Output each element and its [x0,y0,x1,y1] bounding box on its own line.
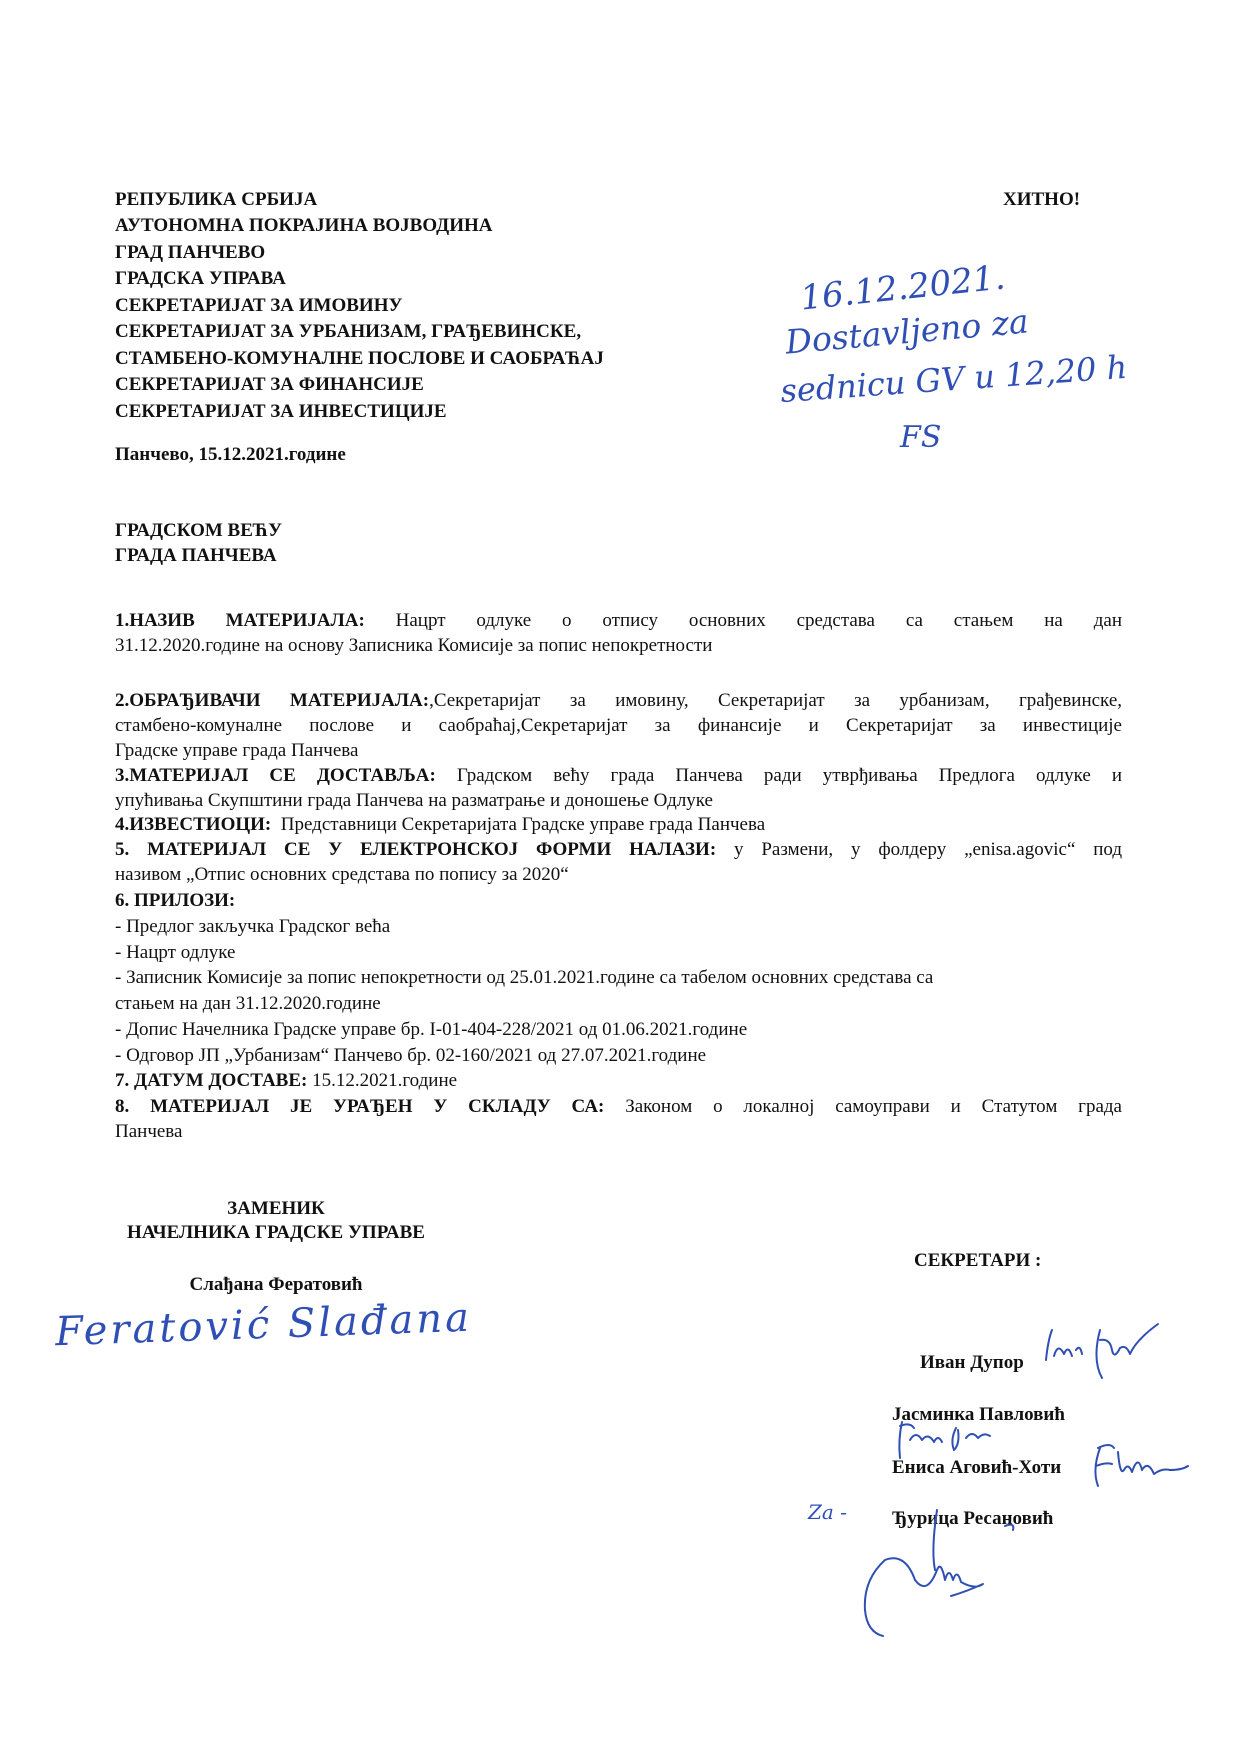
secretary-signature [1040,1320,1160,1380]
secretaries-title: СЕКРЕТАРИ : [914,1250,1042,1271]
section-text: Нацрт одлуке о отпису основних средстава са стањем на дан [395,610,1123,631]
handwritten-line: sednicu GV u 12,20 h [779,347,1129,411]
header-line: ГРАД ПАНЧЕВО [115,242,266,263]
attachment-item: стањем на дан 31.12.2020.године [115,993,381,1014]
attachment-item: - Нацрт одлуке [115,942,236,963]
section-1 [115,610,1122,632]
attachment-item: - Предлог закључка Градског већа [115,916,391,937]
section-3 [115,765,1122,787]
attachment-item: - Одговор ЈП „Урбанизам“ Панчево бр. 02-160/2021 од 27.07.2021.године [115,1045,707,1066]
section-label: 6. ПРИЛОЗИ: [115,890,236,911]
secretary-signature [1090,1440,1190,1490]
secretary-signature [880,1420,990,1460]
section-label: 2.ОБРАЂИВАЧИ МАТЕРИЈАЛА: [115,690,430,711]
section-8 [115,1096,1122,1118]
attachment-item: - Допис Начелника Градске управе бр. I-01-404-228/2021 од 01.06.2021.године [115,1019,748,1040]
attachment-item: - Записник Комисије за попис непокретности од 25.01.2021.године са табелом основних средстава са [115,967,934,988]
section-label: 5. МАТЕРИЈАЛ СЕ У ЕЛЕКТРОНСКОЈ ФОРМИ НАЛАЗИ: [115,839,717,860]
section-text: стамбено-комуналне послове и саобраћај,Секретаријат за финансије и Секретаријат за инвестиције [115,715,1122,736]
urgent-label: ХИТНО! [1003,189,1081,210]
secretary-name: Јасминка Павловић [892,1404,1065,1425]
section-text: Градском већу града Панчева ради утврђивања Предлога одлуке и [456,765,1123,786]
header-line: СТАМБЕНО-КОМУНАЛНЕ ПОСЛОВЕ И САОБРАЋАЈ [115,348,604,369]
header-line: АУТОНОМНА ПОКРАЈИНА ВОЈВОДИНА [115,215,493,236]
deputy-title: НАЧЕЛНИКА ГРАДСКЕ УПРАВЕ [127,1222,425,1243]
section-label: 1.НАЗИВ МАТЕРИЈАЛА: [115,610,365,631]
section-label: 3.МАТЕРИЈАЛ СЕ ДОСТАВЉА: [115,765,436,786]
handwritten-line: Dostavljeno za [783,301,1031,362]
section-text: ,Секретаријат за имовину, Секретаријат за урбанизам, грађевинске, [429,690,1123,711]
handwritten-date: 16.12.2021. [798,257,1008,319]
secretary-name: Ђурица Ресановић [892,1508,1054,1529]
section-7 [115,1070,457,1092]
header-line: ГРАДСКА УПРАВА [115,268,286,289]
place-date: Панчево, 15.12.2021.године [115,444,346,465]
section-text: Законом о локалној самоуправи и Статутом града [625,1096,1122,1117]
section-2 [115,690,1122,712]
section-label: 4.ИЗВЕСТИОЦИ: [115,814,272,835]
recipient-line: ГРАДА ПАНЧЕВА [115,545,277,566]
section-4 [115,814,765,836]
section-text: у Размени, у фолдеру „enisa.agovic“ под [734,839,1123,860]
header-line: СЕКРЕТАРИЈАТ ЗА УРБАНИЗАМ, ГРАЂЕВИНСКЕ, [115,321,582,342]
section-text: Панчева [115,1121,183,1142]
header-line: РЕПУБЛИКА СРБИЈА [115,189,318,210]
secretary-name: Ениса Аговић-Хоти [892,1457,1062,1478]
on-behalf-prefix: Za - [808,1500,847,1524]
secretary-signature [855,1500,1055,1640]
header-line: СЕКРЕТАРИЈАТ ЗА ИМОВИНУ [115,295,403,316]
header-line: СЕКРЕТАРИЈАТ ЗА ФИНАНСИЈЕ [115,374,424,395]
handwritten-initials: FS [900,420,942,455]
section-label: 8. МАТЕРИЈАЛ ЈЕ УРАЂЕН У СКЛАДУ СА: [115,1096,605,1117]
deputy-name: Слађана Фератовић [189,1274,363,1295]
secretary-name: Иван Дупор [920,1352,1024,1373]
section-text: Представници Секретаријата Градске управе града Панчева [280,814,766,835]
deputy-handwritten-signature: Feratović Slađana [54,1294,473,1356]
deputy-title: ЗАМЕНИК [227,1198,325,1219]
section-text: 31.12.2020.године на основу Записника Комисије за попис непокретности [115,635,713,656]
section-text: називом „Отпис основних средстава по попису за 2020“ [115,864,569,885]
section-text: Градске управе града Панчева [115,740,359,761]
section-text: 15.12.2021.године [312,1070,458,1091]
section-label: 7. ДАТУМ ДОСТАВЕ: [115,1070,308,1091]
header-line: СЕКРЕТАРИЈАТ ЗА ИНВЕСТИЦИЈЕ [115,401,447,422]
recipient-line: ГРАДСКОМ ВЕЋУ [115,520,283,541]
section-text: упућивања Скупштини града Панчева на разматрање и доношење Одлуке [115,790,713,811]
section-5 [115,839,1122,861]
